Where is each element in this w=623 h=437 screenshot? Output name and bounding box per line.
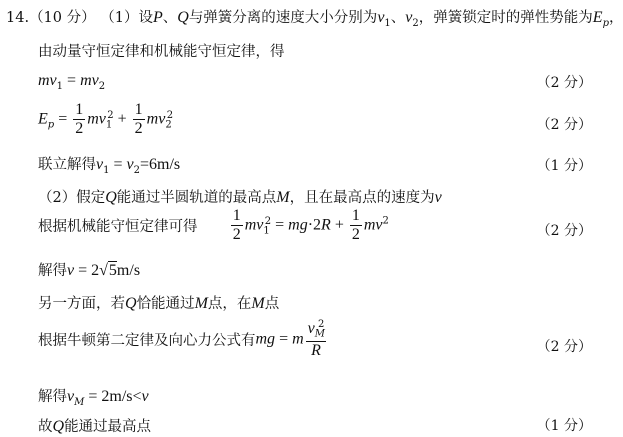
momentum-equation: $mv_1 = mv_2$ [38, 72, 106, 92]
solve1-points: （1 分） [536, 158, 592, 174]
final-line: 故Q能通过最高点 [38, 418, 152, 435]
energy-equation: $E_p$ = $\frac{1}{2}$ $mv_1^2$ + $\frac{1}{2}$ $mv_2^2$ [38, 101, 174, 137]
part1-line2: 由动量守恒定律和机械能守恒定律，得 [38, 44, 285, 60]
newton-line: 根据牛顿第二定律及向心力公式有mg = m $\frac{v_M^2}{R}$ [38, 319, 326, 359]
eq2-points: （2 分） [536, 117, 592, 133]
problem-score: （10 分） [29, 10, 96, 26]
eq1-points: （2 分） [536, 75, 592, 91]
final-points: （1 分） [536, 418, 592, 434]
solve2-line: 解得v = 2√5m/s [38, 262, 141, 279]
solve3-line: 解得$v_M = 2m/s<v$ [38, 388, 149, 408]
problem-number: 14. [6, 10, 30, 26]
energy-top-points: （2 分） [536, 223, 592, 239]
newton-points: （2 分） [536, 339, 592, 355]
solve1-line: 联立解得$v_1 = v_2=6m/s$ [38, 156, 181, 176]
problem-header: 14.（10 分） （1）设P、Q与弹簧分离的速度大小分别为$v_1$、$v_2$，弹簧锁定时的弹性势能为$E_p$， [6, 9, 623, 29]
energy-top-line: 根据机械能守恒定律可得 $\frac{1}{2}$ $mv_1^2 = mg\cdot 2R$ + $\frac{1}{2}$ $mv^2$ [38, 207, 389, 243]
part2-intro: （2）假定Q能通过半圆轨道的最高点M，且在最高点的速度为v [38, 189, 442, 206]
other-line: 另一方面，若Q恰能通过M点，在M点 [38, 295, 280, 312]
